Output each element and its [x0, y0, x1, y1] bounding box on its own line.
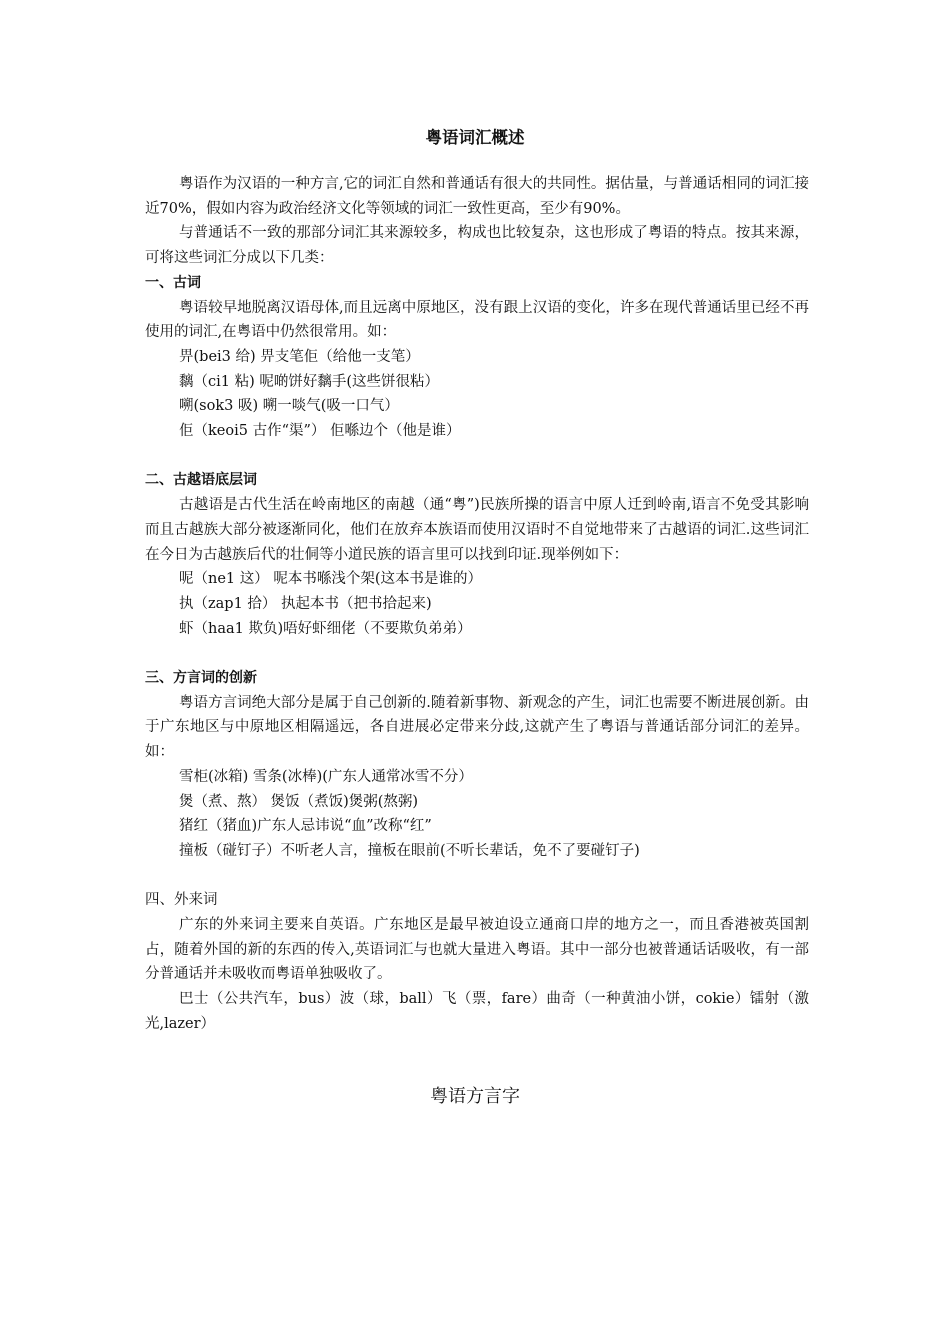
document-title: 粤语词汇概述: [425, 128, 525, 147]
section-paragraph: 巴士（公共汽车，bus）波（球，ball）飞（票，fare）曲奇（一种黄油小饼，cokie）镭射（激光,lazer）: [145, 991, 809, 1032]
section-paragraph: 广东的外来词主要来自英语。广东地区是最早被迫设立通商口岸的地方之一，而且香港被英国割占，随着外国的新的东西的传入,英语词汇与也就大量进入粤语。其中一部分也被普通话话吸收，有一部分普通话并未吸收而粤语单独吸收了。: [145, 917, 809, 983]
spacer: [145, 641, 809, 666]
document-body: [145, 172, 809, 1037]
example-line: 执（zap1 拾） 执起本书（把书拾起来): [179, 595, 432, 612]
intro-paragraph: 粤语作为汉语的一种方言,它的词汇自然和普通话有很大的共同性。据估量，与普通话相同的词汇接近70%，假如内容为政治经济文化等领域的词汇一致性更高，至少有90%。: [145, 176, 809, 217]
section-paragraph: 古越语是古代生活在岭南地区的南越（通“粤”)民族所操的语言中原人迁到岭南,语言不免受其影响而且古越族大部分被逐渐同化，他们在放弃本族语而使用汉语时不自觉地带来了古越语的词汇.这些词汇在今日为古越族后代的壮侗等小道民族的语言里可以找到印证.现举例如下：: [145, 497, 809, 563]
example-line: 佢（keoi5 古作“渠”） 佢喺边个（他是谁）: [179, 423, 461, 440]
section-heading: 三、方言词的创新: [145, 670, 257, 687]
example-line: 煲（煮、熬） 煲饭（煮饭)煲粥(熬粥): [179, 793, 419, 810]
example-line: 黐（ci1 粘) 呢啲饼好黐手(这些饼很粘）: [179, 373, 440, 390]
example-line: 嗍(sok3 吸) 嗍一啖气(吸一口气）: [179, 398, 399, 415]
next-section-title: 粤语方言字: [430, 1086, 520, 1107]
example-line: 撞板（碰钉子）不听老人言，撞板在眼前(不听长辈话，免不了要碰钉子): [179, 842, 640, 859]
section-heading: 一、古词: [145, 274, 201, 291]
section-paragraph: 粤语较早地脱离汉语母体,而且远离中原地区，没有跟上汉语的变化，许多在现代普通话里已经不再使用的词汇,在粤语中仍然很常用。如：: [145, 299, 809, 341]
example-line: 畀(bei3 给) 畀支笔佢（给他一支笔）: [179, 348, 420, 365]
example-line: 呢（ne1 这） 呢本书喺浅个架(这本书是谁的）: [179, 571, 483, 588]
example-line: 虾（haa1 欺负)唔好虾细佬（不要欺负弟弟）: [179, 620, 472, 637]
spacer: [145, 864, 809, 889]
section-heading: 四、外来词: [145, 892, 218, 909]
intro-paragraph: 与普通话不一致的那部分词汇其来源较多，构成也比较复杂，这也形成了粤语的特点。按其来源，可将这些词汇分成以下几类：: [145, 225, 809, 267]
section-heading: 二、古越语底层词: [145, 472, 257, 489]
example-line: 雪柜(冰箱) 雪条(冰棒)(广东人通常冰雪不分）: [179, 768, 473, 785]
example-line: 猪红（猪血)广东人忌讳说“血”改称“红”: [179, 818, 432, 835]
section-paragraph: 粤语方言词绝大部分是属于自己创新的.随着新事物、新观念的产生，词汇也需要不断进展创新。由于广东地区与中原地区相隔遥远，各自进展必定带来分歧,这就产生了粤语与普通话部分词汇的差异。如：: [145, 694, 809, 761]
spacer: [145, 444, 809, 469]
